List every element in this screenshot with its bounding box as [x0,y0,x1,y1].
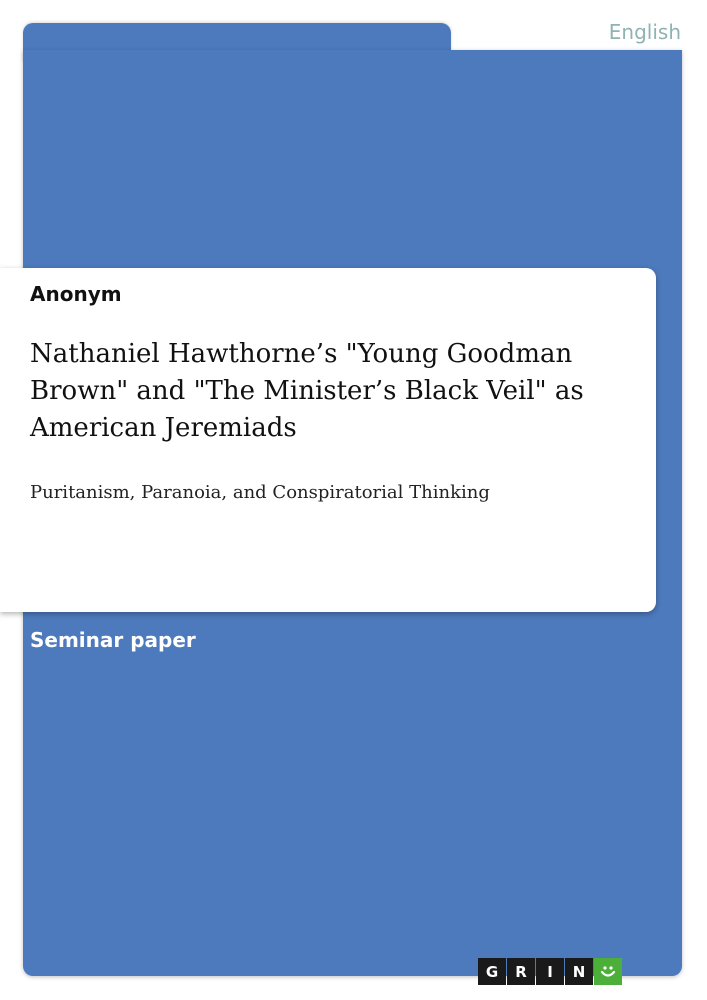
smile-icon [594,958,622,985]
grin-logo [478,958,622,985]
book-subtitle: Puritanism, Paranoia, and Conspiratorial Thinking [30,482,490,503]
document-type: Seminar paper [30,628,196,652]
language-label[interactable]: English [608,20,681,44]
logo-letter-g: G [478,958,506,985]
logo-letter-i: I [536,958,564,985]
logo-letter-r: R [507,958,535,985]
logo-letter-n: N [565,958,593,985]
author-name: Anonym [30,282,122,306]
book-title: Nathaniel Hawthorne’s "Young Goodman Brown" and "The Minister’s Black Veil" as American Jeremiads [30,339,584,443]
